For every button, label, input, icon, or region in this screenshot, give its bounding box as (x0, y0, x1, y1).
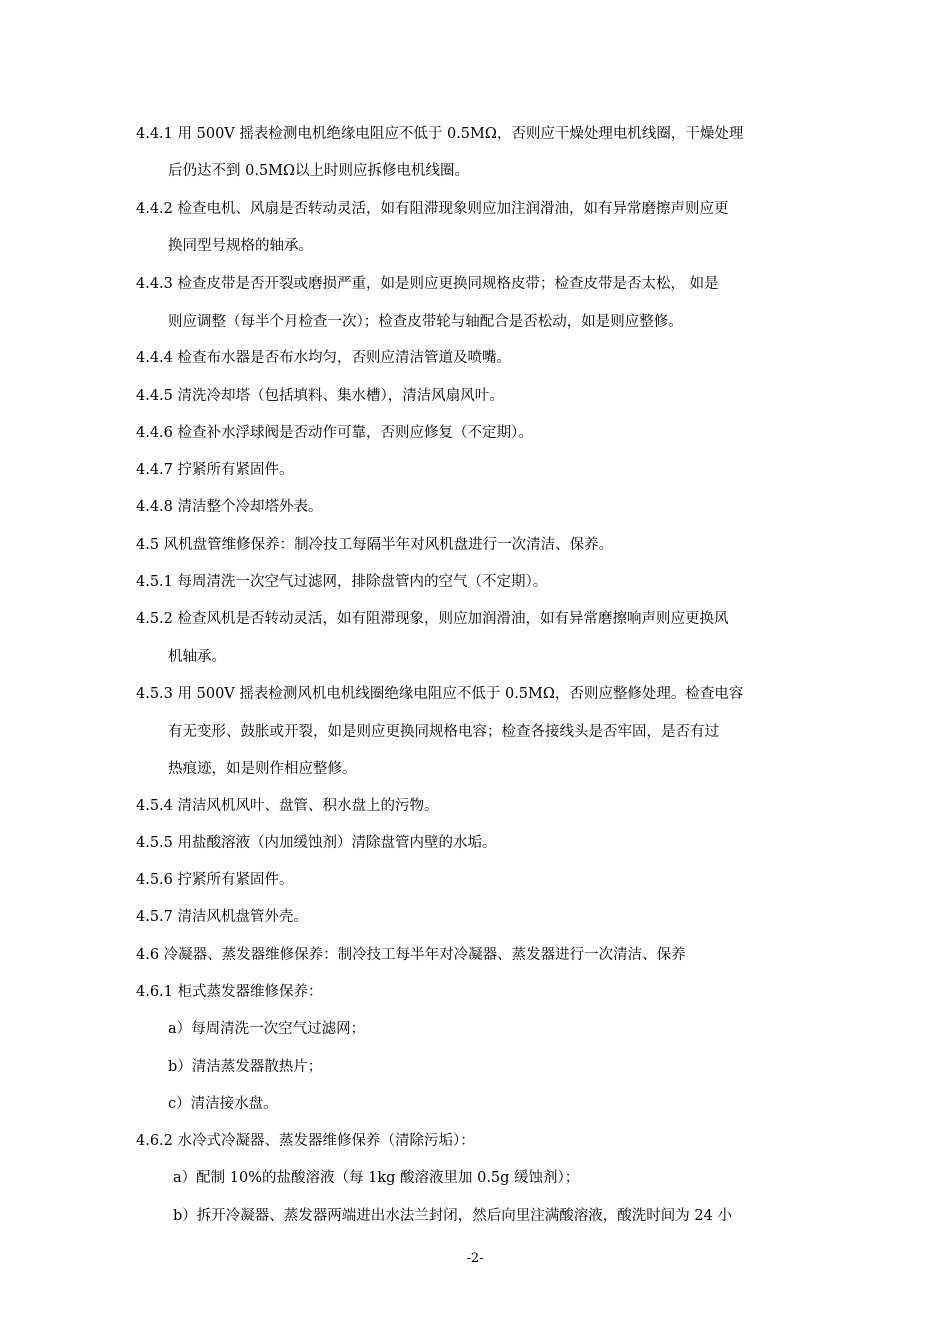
para-4-4-6: 4.4.6 检查补水浮球阀是否动作可靠，否则应修复（不定期）。 (136, 425, 533, 441)
list-item-c: c）清洁接水盘。 (168, 1096, 278, 1112)
list-item-a-2: a）配制 10%的盐酸溶液（每 1kg 酸溶液里加 0.5g 缓蚀剂）； (173, 1170, 580, 1186)
para-4-4-2-cont: 换同型号规格的轴承。 (168, 238, 313, 254)
list-item-a: a）每周清洗一次空气过滤网； (168, 1021, 366, 1037)
para-4-5-4: 4.5.4 清洁风机风叶、盘管、积水盘上的污物。 (136, 798, 439, 814)
para-4-4-1-cont: 后仍达不到 0.5MΩ以上时则应拆修电机线圈。 (168, 163, 470, 179)
list-item-b: b）清洁蒸发器散热片； (168, 1059, 323, 1075)
para-4-4-5: 4.4.5 清洗冷却塔（包括填料、集水槽），清洁风扇风叶。 (136, 388, 504, 404)
para-4-4-8: 4.4.8 清洁整个冷却塔外表。 (136, 499, 323, 515)
para-4-4-7: 4.4.7 拧紧所有紧固件。 (136, 462, 294, 478)
para-4-6-1: 4.6.1 柜式蒸发器维修保养： (136, 984, 323, 1000)
para-4-5-3-cont-2: 热痕迹，如是则作相应整修。 (168, 761, 357, 777)
page-number: -2- (466, 1251, 484, 1266)
section-4-5: 4.5 风机盘管维修保养：制冷技工每隔半年对风机盘进行一次清洁、保养。 (136, 537, 614, 553)
para-4-5-2-cont: 机轴承。 (168, 649, 226, 665)
para-4-4-3: 4.4.3 检查皮带是否开裂或磨损严重，如是则应更换同规格皮带；检查皮带是否太松， 如是 (136, 276, 719, 292)
para-4-4-2: 4.4.2 检查电机、风扇是否转动灵活，如有阻滞现象则应加注润滑油，如有异常磨擦声则应更 (136, 201, 729, 217)
para-4-5-3-cont-1: 有无变形、鼓胀或开裂，如是则应更换同规格电容；检查各接线头是否牢固，是否有过 (168, 724, 719, 740)
para-4-5-5: 4.5.5 用盐酸溶液（内加缓蚀剂）清除盘管内壁的水垢。 (136, 835, 497, 851)
para-4-5-1: 4.5.1 每周清洗一次空气过滤网，排除盘管内的空气（不定期）。 (136, 574, 548, 590)
para-4-4-3-cont: 则应调整（每半个月检查一次）；检查皮带轮与轴配合是否松动，如是则应整修。 (168, 314, 683, 330)
para-4-5-7: 4.5.7 清洁风机盘管外壳。 (136, 909, 309, 925)
section-4-6: 4.6 冷凝器、蒸发器维修保养：制冷技工每半年对冷凝器、蒸发器进行一次清洁、保养 (136, 947, 686, 963)
para-4-5-2: 4.5.2 检查风机是否转动灵活，如有阻滞现象，则应加润滑油，如有异常磨擦响声则应更换风 (136, 611, 729, 627)
para-4-6-2: 4.6.2 水冷式冷凝器、蒸发器维修保养（清除污垢）： (136, 1133, 475, 1149)
para-4-4-1: 4.4.1 用 500V 摇表检测电机绝缘电阻应不低于 0.5MΩ，否则应干燥处理电机线圈，干燥处理 (136, 126, 744, 142)
list-item-b-2: b）拆开冷凝器、蒸发器两端进出水法兰封闭，然后向里注满酸溶液，酸洗时间为 24 小 (173, 1208, 732, 1224)
para-4-4-4: 4.4.4 检查布水器是否布水均匀，否则应清洁管道及喷嘴。 (136, 350, 512, 366)
para-4-5-6: 4.5.6 拧紧所有紧固件。 (136, 872, 294, 888)
para-4-5-3: 4.5.3 用 500V 摇表检测风机电机线圈绝缘电阻应不低于 0.5MΩ，否则应整修处理。检查电容 (136, 686, 744, 702)
